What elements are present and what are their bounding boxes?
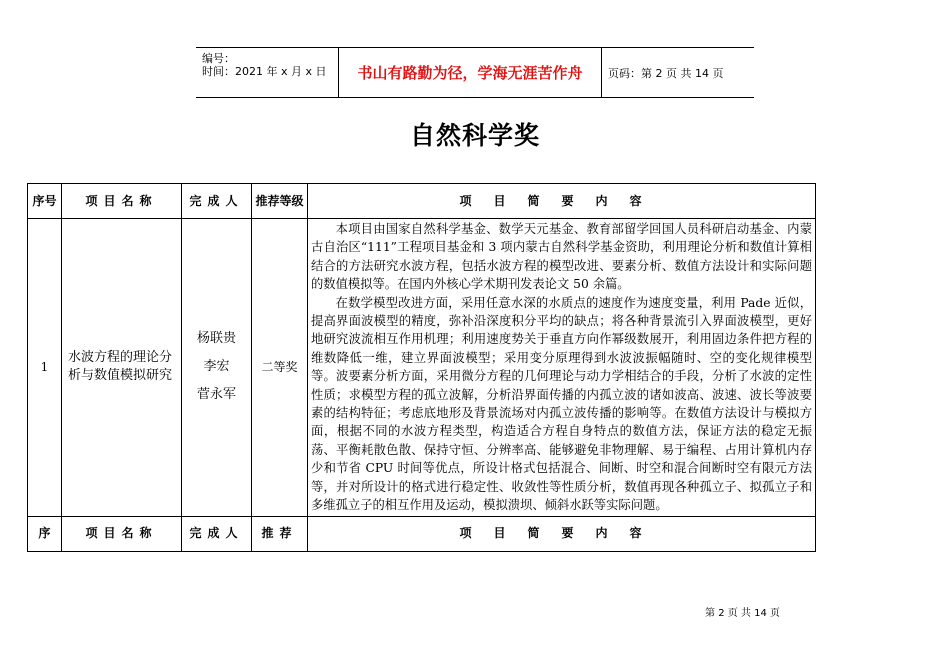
date-text: 时间：2021 年 x 月 x 日	[202, 65, 327, 78]
header-completers: 完成人	[182, 516, 252, 551]
header-grade: 推荐	[252, 516, 308, 551]
completer: 李宏	[203, 359, 230, 375]
row-completers	[182, 219, 252, 517]
row-grade: 二等奖	[252, 219, 308, 517]
header-meta	[196, 48, 339, 97]
header-motto: 书山有路勤为径，学海无涯苦作舟	[339, 48, 602, 97]
page-title: 自然科学奖	[409, 121, 540, 150]
row-summary	[308, 219, 816, 517]
header-summary: 项目简要内容	[308, 184, 816, 219]
header-page: 页码：第 2 页 共 14 页	[608, 66, 724, 80]
header-index: 序	[28, 516, 62, 551]
header-summary: 项目简要内容	[308, 516, 816, 551]
completer: 杨联贵	[196, 331, 236, 347]
row-index: 1	[28, 219, 62, 517]
header-index: 序号	[28, 184, 62, 219]
summary-paragraph: 在数学模型改进方面，采用任意水深的水质点的速度作为速度变量，利用 Pade 近似，提高界面波模型的精度，弥补沿深度积分平均的缺点；将各种背景流引入界面波模型，更好地研究波流相互作用机理；利用速度势关于垂直方向作幂级数展开，利用固边条件把方程的维数降低一维，建立界面波模型；采用变分原理得到水波波振幅随时、空的变化规律模型等。波要素分析方面，采用微分方程的几何理论与动力学相结合的手段，分析了水波的定性性质；求模型方程的孤立波解，分析沿界面传播的内孤立波的诸如波高、波速、波长等波要素的结构特征；考虑底地形及背景流场对内孤立波传播的影响等。在数值方法设计与模拟方面，根据不同的水波方程类型，构造适合方程自身特点的数值方法，保证方法的稳定无振荡、平衡耗散色散、保持守恒、分辨率高、能够避免非物理解、易于编程、占用计算机内存少和节省 CPU 时间等优点，所设计格式包括混合、间断、时空和混合间断时空有限元方法等，并对所设计的格式进行稳定性、收敛性等性质分析，数值再现各种孤立子、拟孤立子和多维孤立子的相互作用及运动，模拟溃坝、倾斜水跃等实际问题。	[311, 295, 812, 513]
header-grade: 推荐等级	[252, 184, 308, 219]
header-project-name: 项目名称	[62, 516, 182, 551]
table-header-row-repeat	[28, 516, 816, 551]
table-header-row	[28, 184, 816, 219]
header-project-name: 项目名称	[62, 184, 182, 219]
award-table	[27, 183, 816, 552]
page-header	[196, 47, 754, 98]
row-project-name: 水波方程的理论分析与数值模拟研究	[62, 219, 182, 517]
completer: 菅永军	[196, 387, 236, 403]
page-footer: 第 2 页 共 14 页	[705, 608, 780, 619]
header-completers: 完成人	[182, 184, 252, 219]
id-label: 编号：	[202, 52, 235, 65]
table-row	[28, 219, 816, 517]
summary-paragraph: 本项目由国家自然科学基金、数学天元基金、教育部留学回国人员科研启动基金、内蒙古自治区“111”工程项目基金和 3 项内蒙古自然科学基金资助，利用理论分析和数值计算相结合的方法研究水波方程，包括水波方程的模型改进、要素分析、数值方法设计和实际问题的数值模拟等。在国内外核心学术期刊发表论文 50 余篇。	[311, 222, 812, 292]
